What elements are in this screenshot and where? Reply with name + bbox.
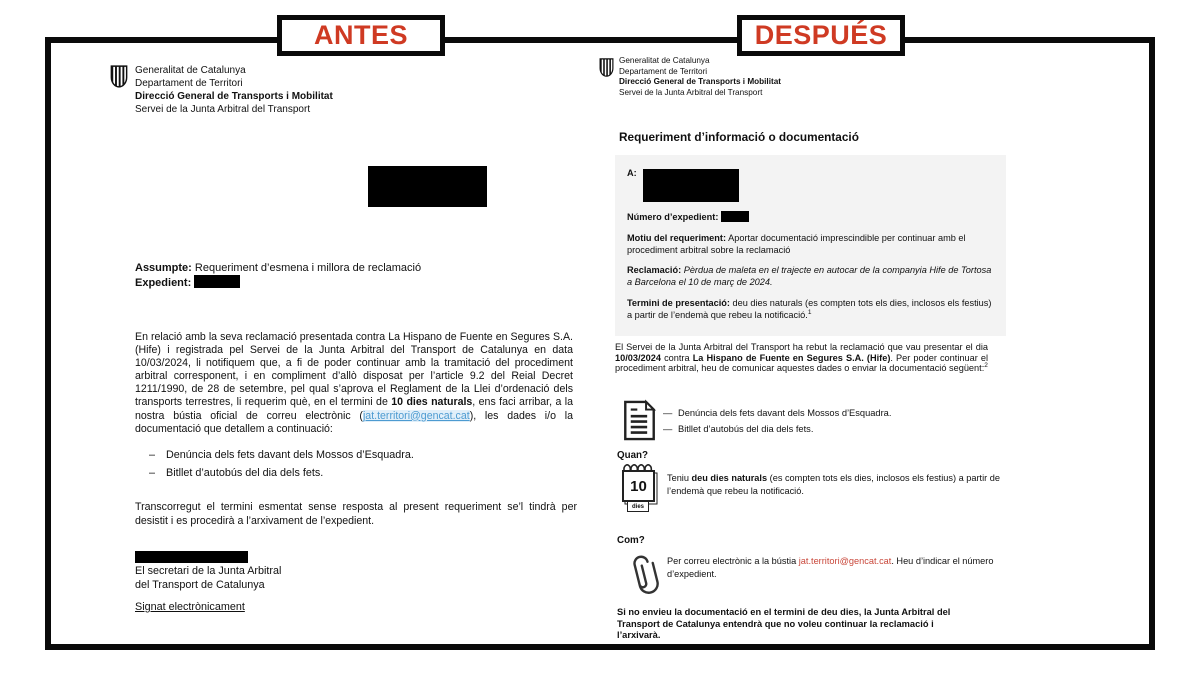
before-signature-block xyxy=(135,565,281,592)
quan-text xyxy=(667,472,1001,497)
com-text-1: Per correu electrònic a la bústia xyxy=(667,556,799,566)
com-heading: Com? xyxy=(617,535,645,546)
quan-bold: deu dies naturals xyxy=(691,473,768,483)
subject-label: Assumpte: xyxy=(135,262,192,274)
quan-text-1: Teniu xyxy=(667,473,692,483)
after-logo xyxy=(599,57,614,78)
footnote-marker: 1 xyxy=(807,308,812,316)
email-link-before[interactable]: jat.territori@gencat.cat xyxy=(362,409,470,422)
after-org-header xyxy=(619,56,781,98)
calendar-unit: dies xyxy=(627,501,649,512)
before-label-box xyxy=(277,15,445,56)
list-item xyxy=(149,464,414,482)
subject-text: Requeriment d’esmena i millora de reclamació xyxy=(191,262,422,274)
list-item xyxy=(663,421,891,437)
expedient-line xyxy=(135,275,421,290)
body-text-3: ), les dades i/o la documentació que detallem a continuació: xyxy=(135,409,573,435)
service-line: Servei de la Junta Arbitral del Transport xyxy=(619,87,763,97)
intro-text-2: contra xyxy=(660,352,693,363)
bullet-text: Bitllet d’autobús del dia dels fets. xyxy=(678,424,814,434)
intro-text-3: . Per poder continuar el procediment arbitral, heu de comunicar aquestes dades o enviar la documentació següent: xyxy=(615,352,988,374)
dg-line: Direcció General de Transports i Mobilitat xyxy=(135,91,333,102)
before-address-redaction xyxy=(368,166,487,207)
termini-label: Termini de presentació: xyxy=(627,297,730,308)
org-line: Generalitat de Catalunya xyxy=(619,56,710,65)
org-line: Generalitat de Catalunya xyxy=(135,65,246,76)
after-label: DESPUÉS xyxy=(754,20,888,50)
signature-line: del Transport de Catalunya xyxy=(135,578,265,591)
document-icon xyxy=(622,399,657,442)
after-to-redaction xyxy=(643,169,739,202)
reclamacio-text: Pèrdua de maleta en el trajecte en autocar de la companyia Hife de Tortosa a Barcelona el 10 de març de 2024. xyxy=(627,265,992,288)
expedient-label: Expedient: xyxy=(135,277,192,289)
com-text-2: . Heu d’indicar el número d’expedient. xyxy=(667,556,994,579)
motiu-label: Motiu del requeriment: xyxy=(627,232,727,243)
bullet-dash: — xyxy=(663,424,673,434)
before-logo xyxy=(110,64,128,89)
service-line: Servei de la Junta Arbitral del Transport xyxy=(135,104,311,115)
com-text xyxy=(667,555,1001,580)
after-expedient-redaction xyxy=(721,211,749,222)
footnote-marker: 2 xyxy=(984,362,988,370)
before-closing-paragraph: Transcorregut el termini esmentat sense resposta al present requeriment se’l tindrà per desistit i es procedirà a l’arxivament de l’expedient. xyxy=(135,501,577,527)
dept-line: Departament de Territori xyxy=(619,66,708,76)
before-subject-block xyxy=(135,261,421,290)
after-title: Requeriment d’informació o documentació xyxy=(619,130,859,144)
reclamacio-label: Reclamació: xyxy=(627,265,682,276)
termini-text: deu dies naturals (es compten tots els dies, inclosos els festius) a partir de l’endemà que rebeu la notificació. xyxy=(627,297,992,320)
to-label: A: xyxy=(627,168,637,178)
before-label: ANTES xyxy=(313,20,408,50)
signature-line: El secretari de la Junta Arbitral xyxy=(135,565,282,577)
bullet-dash: – xyxy=(149,449,156,461)
after-intro-paragraph xyxy=(615,342,988,374)
after-label-box xyxy=(737,15,905,56)
dg-line: Direcció General de Transports i Mobilitat xyxy=(619,77,781,87)
before-signed-note: Signat electrònicament xyxy=(135,601,245,613)
after-termini-field xyxy=(627,298,994,322)
intro-text-1: El Servei de la Junta Arbitral del Transport ha rebut la reclamació que vau presentar el dia xyxy=(615,342,988,352)
bullet-text: Denúncia dels fets davant dels Mossos d’Esquadra. xyxy=(678,408,892,418)
paperclip-icon xyxy=(626,549,662,601)
intro-company: La Hispano de Fuente en Segures S.A. (Hife) xyxy=(692,352,891,363)
intro-date: 10/03/2024 xyxy=(615,352,661,363)
bullet-dash: — xyxy=(663,408,673,418)
generalitat-logo-icon xyxy=(110,64,128,89)
body-text-2: , ens faci arribar, a la nostra bústia oficial de correu electrònic ( xyxy=(135,396,573,422)
before-signature-redaction xyxy=(135,551,248,563)
bullet-text: Denúncia dels fets davant dels Mossos d’Esquadra. xyxy=(166,449,414,461)
calendar-icon xyxy=(622,462,662,514)
bullet-text: Bitllet d’autobús del dia dels fets. xyxy=(166,467,324,479)
motiu-text: Aportar documentació imprescindible per continuar amb el procediment arbitral sobre la reclamació xyxy=(627,232,966,255)
before-org-header xyxy=(135,64,333,116)
quan-heading: Quan? xyxy=(617,450,649,461)
before-bullet-list xyxy=(149,446,414,482)
list-item xyxy=(149,446,414,464)
list-item xyxy=(663,405,891,421)
after-expedient-row xyxy=(627,211,994,224)
calendar-number: 10 xyxy=(622,470,655,502)
subject-line xyxy=(135,261,421,275)
body-bold-deadline: 10 dies naturals xyxy=(391,396,473,409)
body-text-1: En relació amb la seva reclamació presentada contra La Hispano de Fuente en Segures S.A. (Hife) i registrada pel Servei de la Junta Arbitral del Transport de Catalunya en data 10/03/2024, li notifiquem que, a fi de poder continuar amb la tramitació del procediment arbitral corresponent, i en compliment d’allò disposat per l’article 9.2 del Reial Decret 1211/1990, de 28 de setembre, pel qual s’aprova el Reglament de la Llei d’ordenació dels transports terrestres, li requerim què, en el termini de xyxy=(135,331,573,409)
expedient-label: Número d’expedient: xyxy=(627,212,719,222)
after-doc-bullets xyxy=(663,405,891,437)
expedient-redaction xyxy=(194,275,240,288)
before-body-paragraph xyxy=(135,331,573,436)
after-to-row xyxy=(627,168,994,202)
after-warning: Si no envieu la documentació en el termini de deu dies, la Junta Arbitral del Transport de Catalunya entendrà que no voleu continuar la reclamació i l’arxivarà. xyxy=(617,607,951,641)
email-link-after[interactable]: jat.territori@gencat.cat xyxy=(798,556,892,566)
after-summary-panel xyxy=(615,155,1006,336)
after-motiu-field xyxy=(627,233,994,257)
bullet-dash: – xyxy=(149,467,156,479)
after-reclamacio-field xyxy=(627,265,994,289)
quan-text-2: (es compten tots els dies, inclosos els festius) a partir de l’endemà que rebeu la notificació. xyxy=(667,473,1000,496)
generalitat-logo-icon xyxy=(599,57,614,78)
dept-line: Departament de Territori xyxy=(135,78,243,89)
